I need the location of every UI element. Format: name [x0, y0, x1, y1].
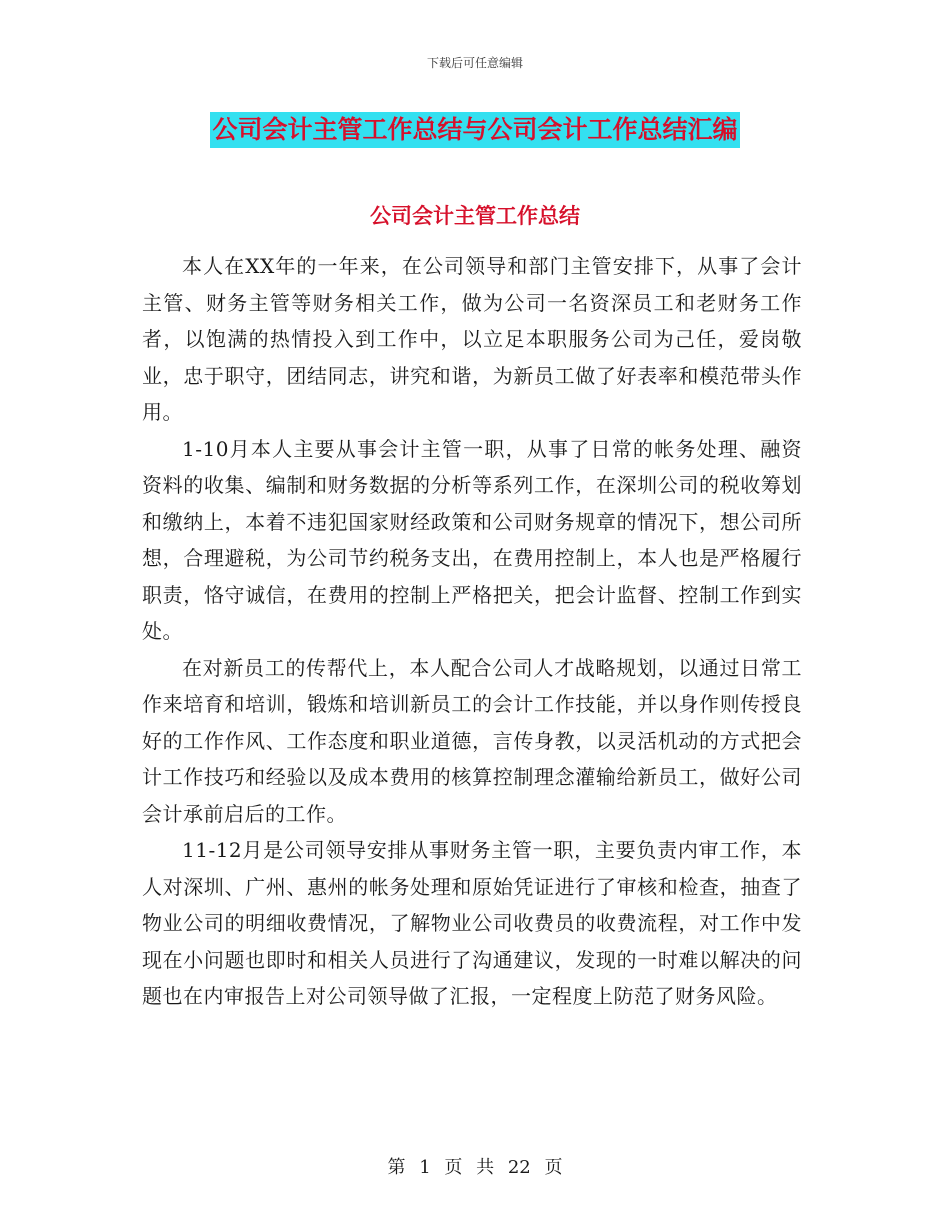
body-paragraph-1: 本人在XX年的一年来，在公司领导和部门主管安排下，从事了会计主管、财务主管等财务相关工作，做为公司一名资深员工和老财务工作者，以饱满的热情投入到工作中，以立足本职服务公司为己任，爱岗敬业，忠于职守，团结同志，讲究和谐，为新员工做了好表率和模范带头作用。	[142, 254, 802, 424]
body-paragraph-4: 11-12月是公司领导安排从事财务主管一职，主要负责内审工作，本人对深圳、广州、惠州的帐务处理和原始凭证进行了审核和检查，抽查了物业公司的明细收费情况，了解物业公司收费员的收费流程，对工作中发现在小问题也即时和相关人员进行了沟通建议，发现的一时难以解决的问题也在内审报告上对公司领导做了汇报，一定程度上防范了财务风险。	[142, 838, 802, 1008]
body-paragraph-2: 1-10月本人主要从事会计主管一职，从事了日常的帐务处理、融资资料的收集、编制和财务数据的分析等系列工作，在深圳公司的税收筹划和缴纳上，本着不违犯国家财经政策和公司财务规章的情况下，想公司所想，合理避税，为公司节约税务支出，在费用控制上，本人也是严格履行职责，恪守诚信，在费用的控制上严格把关，把会计监督、控制工作到实处。	[142, 436, 802, 643]
body-paragraph-3: 在对新员工的传帮代上，本人配合公司人才战略规划，以通过日常工作来培育和培训，锻炼和培训新员工的会计工作技能，并以身作则传授良好的工作作风、工作态度和职业道德，言传身教，以灵活机动的方式把会计工作技巧和经验以及成本费用的核算控制理念灌输给新员工，做好公司会计承前启后的工作。	[142, 655, 802, 826]
section-title: 公司会计主管工作总结	[370, 204, 580, 228]
page-header-note: 下载后可任意编辑	[426, 56, 523, 70]
document-body	[142, 248, 802, 1015]
document-title: 公司会计主管工作总结与公司会计工作总结汇编	[210, 112, 739, 148]
page-footer: 第 1 页 共 22 页	[387, 1157, 563, 1178]
document-title-container	[0, 112, 950, 148]
